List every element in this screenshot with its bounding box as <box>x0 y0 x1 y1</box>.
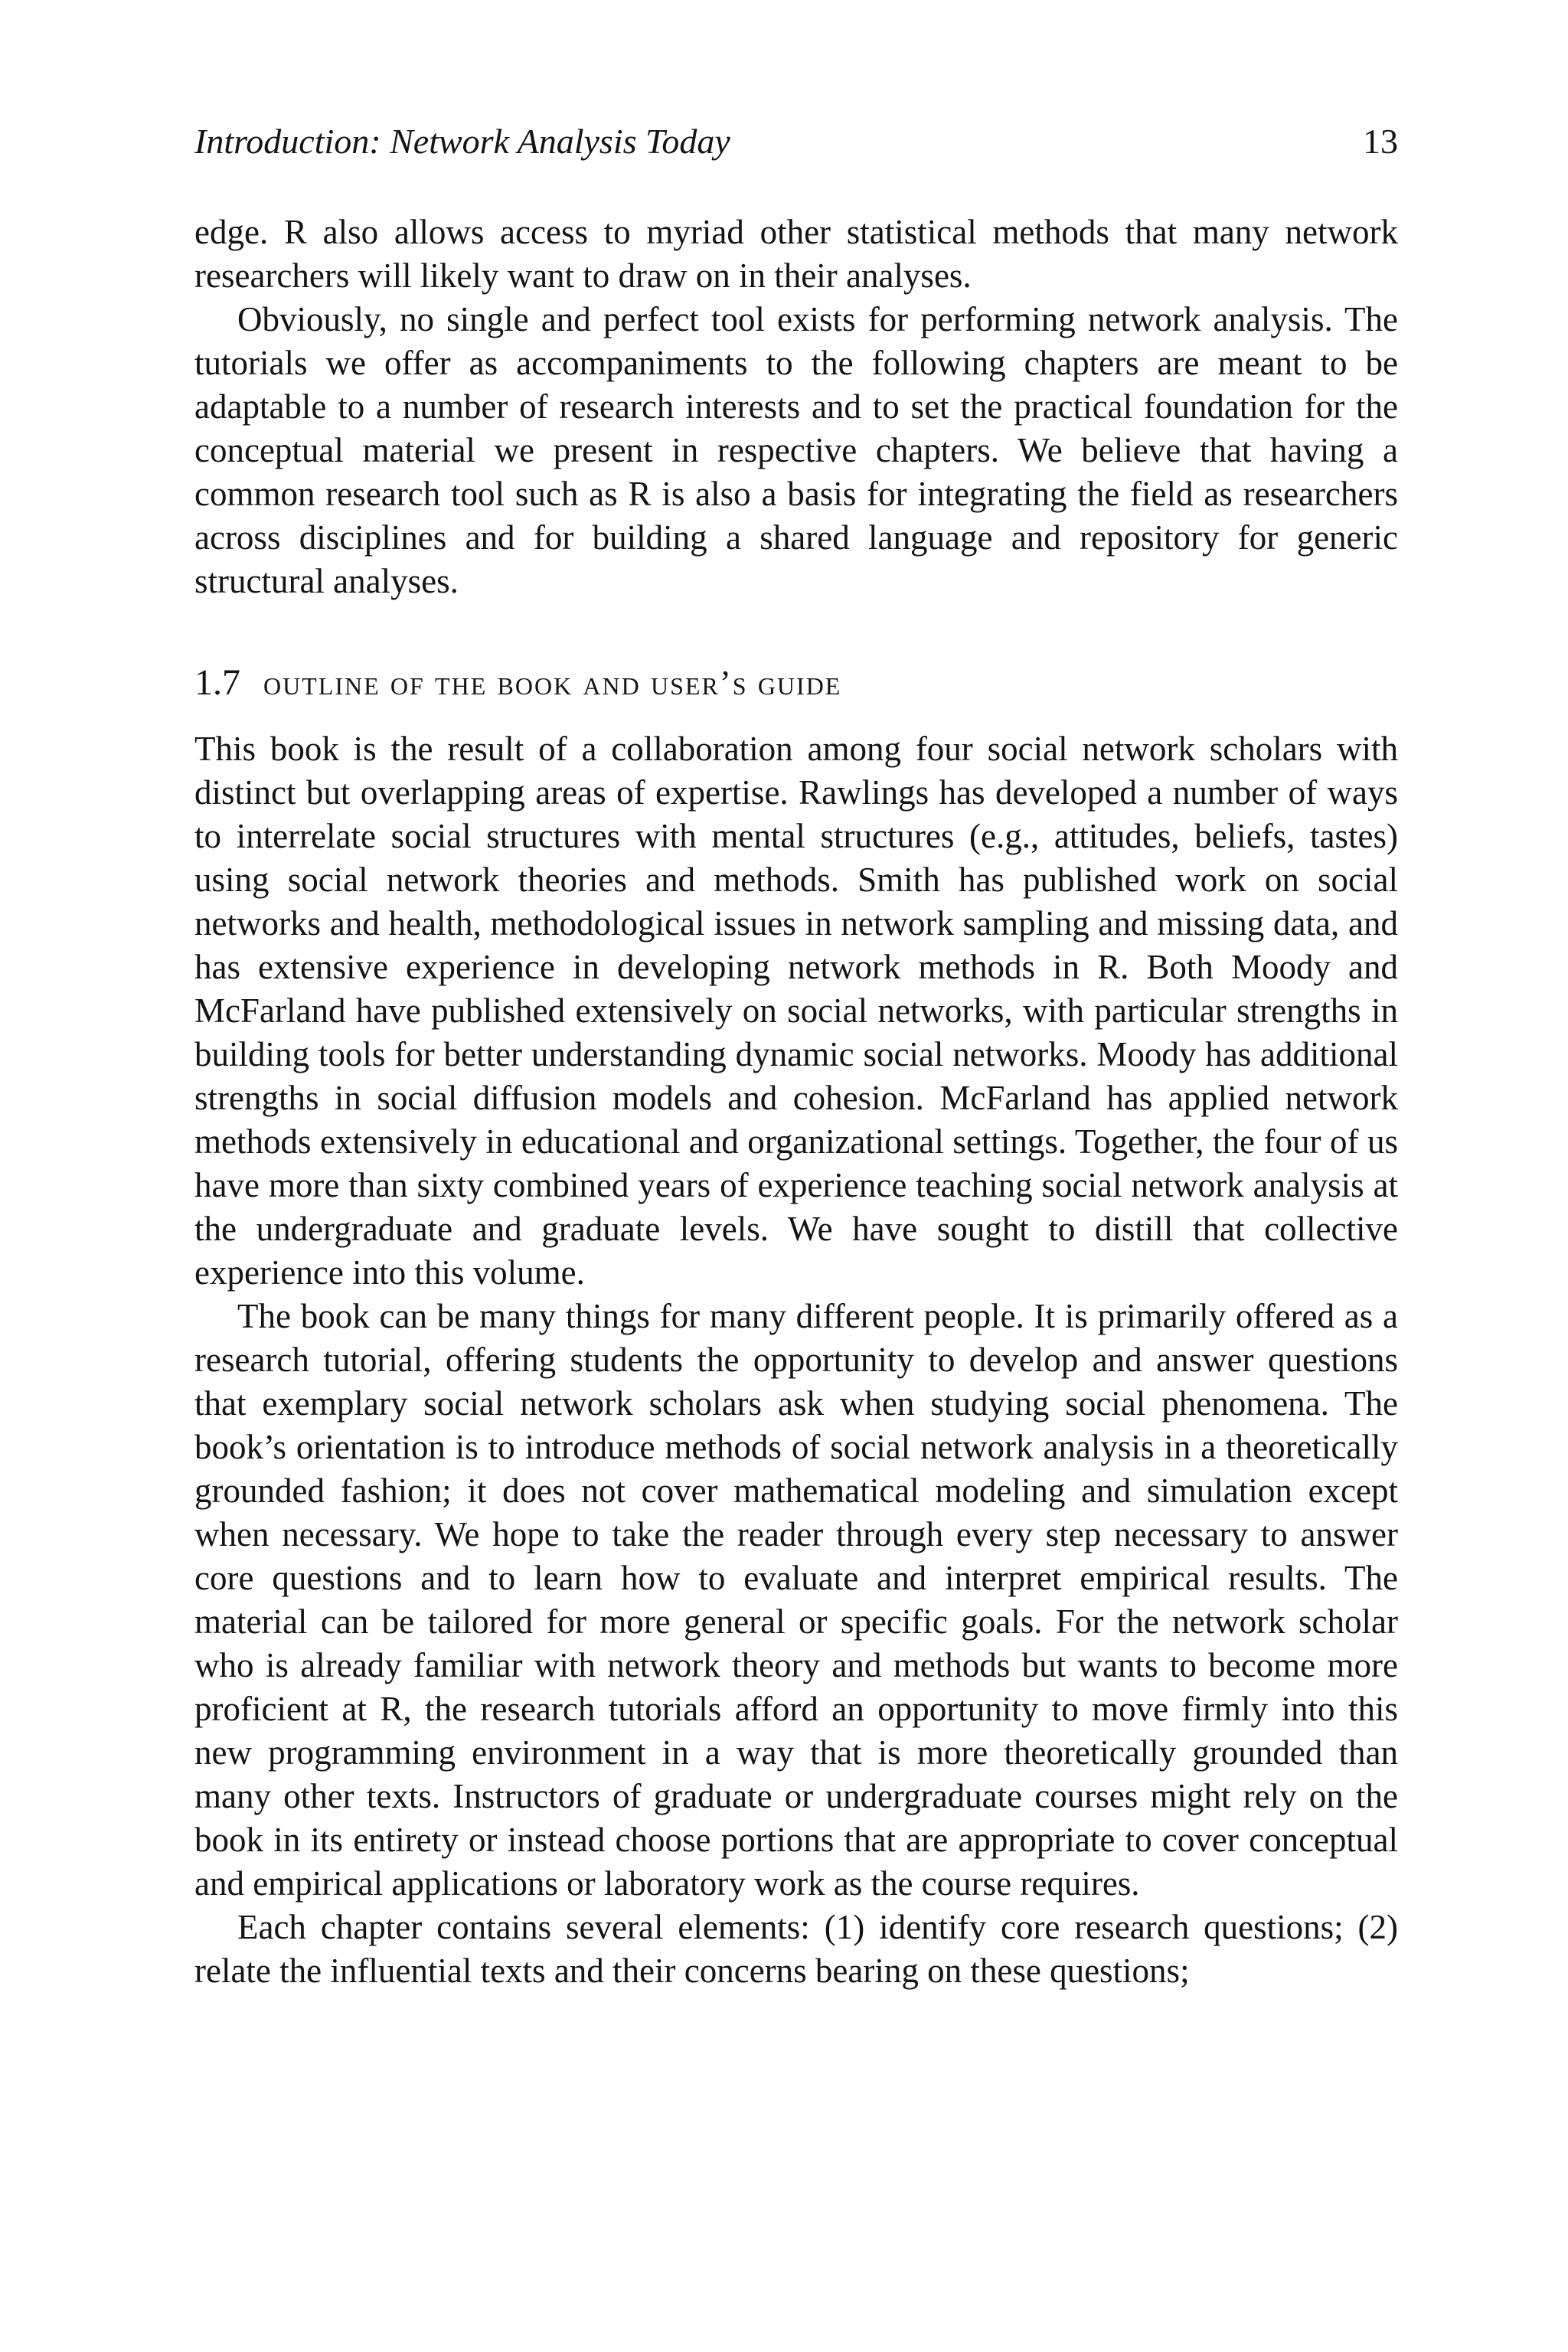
paragraph-continues: Each chapter contains several elements: (1) identify core research questions; (2) relate the influential texts and their concerns bearing on these questions; <box>194 1908 1398 1990</box>
running-head-title: Introduction: Network Analysis Today <box>194 122 730 161</box>
section-title: outline of the book and user’s guide <box>263 664 842 702</box>
text-block-after-section <box>194 727 1398 1993</box>
paragraph: Obviously, no single and perfect tool exists for performing network analysis. The tutorials we offer as accompaniments to the following chapters are meant to be adaptable to a number of research interests and to set the practical foundation for the conceptual material we present in respective chapters. We believe that having a common research tool such as R is also a basis for integrating the field as researchers across disciplines and for building a shared language and repository for generic structural analyses. <box>194 300 1398 600</box>
page-number: 13 <box>1363 122 1398 161</box>
paragraph-continuation: edge. R also allows access to myriad other statistical methods that many network researchers will likely want to draw on in their analyses. <box>194 213 1398 295</box>
running-head <box>194 115 1398 168</box>
paragraph: The book can be many things for many different people. It is primarily offered as a research tutorial, offering students the opportunity to develop and answer questions that exemplary social network scholars ask when studying social phenomena. The book’s orientation is to introduce methods of social network analysis in a theoretically grounded fashion; it does not cover mathematical modeling and simulation except when necessary. We hope to take the reader through every step necessary to answer core questions and to learn how to evaluate and interpret empirical results. The material can be tailored for more general or specific goals. For the network scholar who is already familiar with network theory and methods but wants to become more proficient at R, the research tutorials afford an opportunity to move firmly into this new programming environment in a way that is more theoretically grounded than many other texts. Instructors of graduate or undergraduate courses might rely on the book in its entirety or instead choose portions that are appropriate to cover conceptual and empirical applications or laboratory work as the course requires. <box>194 1297 1398 1903</box>
section-number: 1.7 <box>194 662 240 703</box>
paragraph: This book is the result of a collaboration among four social network scholars with distinct but overlapping areas of expertise. Rawlings has developed a number of ways to interrelate social structures with mental structures (e.g., attitudes, beliefs, tastes) using social network theories and methods. Smith has published work on social networks and health, methodological issues in network sampling and missing data, and has extensive experience in developing network methods in R. Both Moody and McFarland have published extensively on social networks, with particular strengths in building tools for better understanding dynamic social networks. Moody has additional strengths in social diffusion models and cohesion. McFarland has applied network methods extensively in educational and organizational settings. Together, the four of us have more than sixty combined years of experience teaching social network analysis at the undergraduate and graduate levels. We have sought to distill that collective experience into this volume. <box>194 730 1398 1292</box>
text-block-before-section <box>194 211 1398 603</box>
section-heading <box>194 660 1398 706</box>
